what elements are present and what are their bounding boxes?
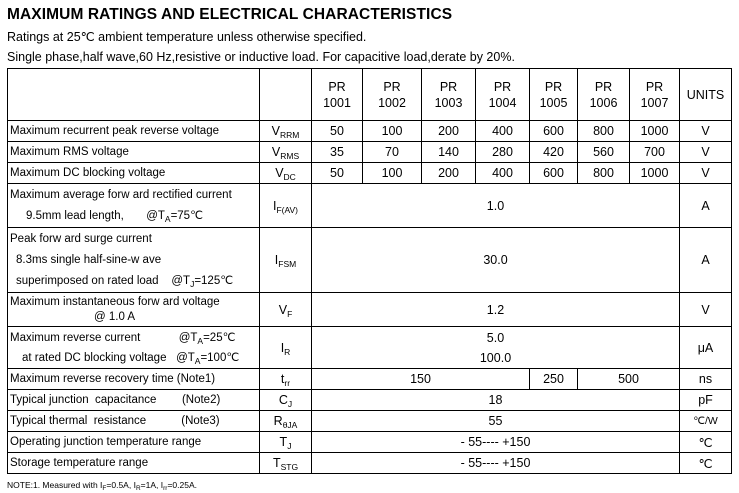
row-desc: Operating junction temperature range [8,432,260,453]
row-desc: Maximum DC blocking voltage [8,163,260,184]
row-desc: Storage temperature range [8,453,260,474]
row-symbol: $I_{F(AV)}$ [260,184,312,228]
col-header-pr1006: PR 1006 [578,69,630,121]
col-header-pr1005: PR 1005 [530,69,578,121]
row-unit: μA [680,327,732,369]
table-row [8,121,732,142]
row-desc: Maximum reverse current $@T_A=25℃$ at rated DC blocking voltage $@T_A=100℃$ [8,327,260,369]
row-symbol: $V_{RRM}$ [260,121,312,142]
table-cell: 55 [312,411,680,432]
table-cell: 400 [476,163,530,184]
table-cell: 1.2 [312,293,680,327]
header-blank-symbol [260,69,312,121]
row-unit: V [680,142,732,163]
row-desc: Maximum recurrent peak reverse voltage [8,121,260,142]
row-desc: Maximum reverse recovery time (Note1) [8,369,260,390]
table-cell: 420 [530,142,578,163]
table-cell: 30.0 [312,228,680,293]
table-cell: - 55---- +150 [312,453,680,474]
table-cell: 100 [363,163,422,184]
table-row [8,432,732,453]
table-row [8,369,732,390]
section-title: MAXIMUM RATINGS AND ELECTRICAL CHARACTERISTICS [7,6,453,23]
table-header-row [8,69,732,121]
table-cell: 500 [578,369,680,390]
table-cell: 100 [363,121,422,142]
ratings-note: Ratings at 25℃ ambient temperature unless otherwise specified. [7,30,367,44]
table-cell: 35 [312,142,363,163]
row-desc: Maximum instantaneous forw ard voltage @ 1.0 A [8,293,260,327]
row-unit: pF [680,390,732,411]
table-cell: 1.0 [312,184,680,228]
row-desc: Typical junction capacitance (Note2) [8,390,260,411]
table-cell: 280 [476,142,530,163]
table-cell: 50 [312,121,363,142]
table-cell: 600 [530,121,578,142]
table-row [8,184,732,228]
row-unit: A [680,184,732,228]
row-unit: ns [680,369,732,390]
table-row [8,327,732,369]
row-desc: Typical thermal resistance (Note3) [8,411,260,432]
load-note: Single phase,half wave,60 Hz,resistive or inductive load. For capacitive load,derate by 20%. [7,50,515,64]
row-unit: ℃ [680,432,732,453]
row-unit: ℃ [680,453,732,474]
row-symbol: $V_F$ [260,293,312,327]
table-row [8,142,732,163]
col-header-pr1001: PR 1001 [312,69,363,121]
col-header-pr1004: PR 1004 [476,69,530,121]
row-symbol: $V_{DC}$ [260,163,312,184]
table-row [8,228,732,293]
row-symbol: $R_{\theta JA}$ [260,411,312,432]
row-symbol: $T_J$ [260,432,312,453]
table-cell: 200 [422,121,476,142]
row-unit: V [680,293,732,327]
row-unit: V [680,163,732,184]
row-symbol: $I_{FSM}$ [260,228,312,293]
row-unit: V [680,121,732,142]
ratings-table [7,68,732,474]
row-symbol: $I_R$ [260,327,312,369]
table-cell: 800 [578,121,630,142]
table-row [8,411,732,432]
table-cell: 250 [530,369,578,390]
table-cell: 560 [578,142,630,163]
row-desc: Peak forw ard surge current 8.3ms single half-sine-w ave superimposed on rated load $@T_J=125℃$ [8,228,260,293]
table-cell: 140 [422,142,476,163]
table-cell: 600 [530,163,578,184]
table-cell: - 55---- +150 [312,432,680,453]
table-row [8,163,732,184]
col-header-pr1007: PR 1007 [630,69,680,121]
col-header-units: UNITS [680,69,732,121]
row-desc: Maximum average forw ard rectified current 9.5mm lead length, $@T_A=75℃$ [8,184,260,228]
table-cell: 800 [578,163,630,184]
table-cell: 700 [630,142,680,163]
table-cell: 400 [476,121,530,142]
header-blank [8,69,260,121]
table-row [8,453,732,474]
table-cell: 1000 [630,121,680,142]
row-symbol: $V_{RMS}$ [260,142,312,163]
table-cell: 200 [422,163,476,184]
row-symbol: $T_{STG}$ [260,453,312,474]
table-cell: 5.0 100.0 [312,327,680,369]
table-cell: 50 [312,163,363,184]
row-symbol: $C_J$ [260,390,312,411]
footnote: NOTE:1. Measured with $I_F=0.5A$, $I_R=1A$, $I_{rr}=0.25A$. [7,480,197,492]
table-row [8,390,732,411]
row-unit: A [680,228,732,293]
table-row [8,293,732,327]
row-unit: ℃/W [680,411,732,432]
table-cell: 150 [312,369,530,390]
col-header-pr1003: PR 1003 [422,69,476,121]
row-symbol: $t_{rr}$ [260,369,312,390]
table-cell: 70 [363,142,422,163]
row-desc: Maximum RMS voltage [8,142,260,163]
col-header-pr1002: PR 1002 [363,69,422,121]
table-cell: 1000 [630,163,680,184]
table-cell: 18 [312,390,680,411]
